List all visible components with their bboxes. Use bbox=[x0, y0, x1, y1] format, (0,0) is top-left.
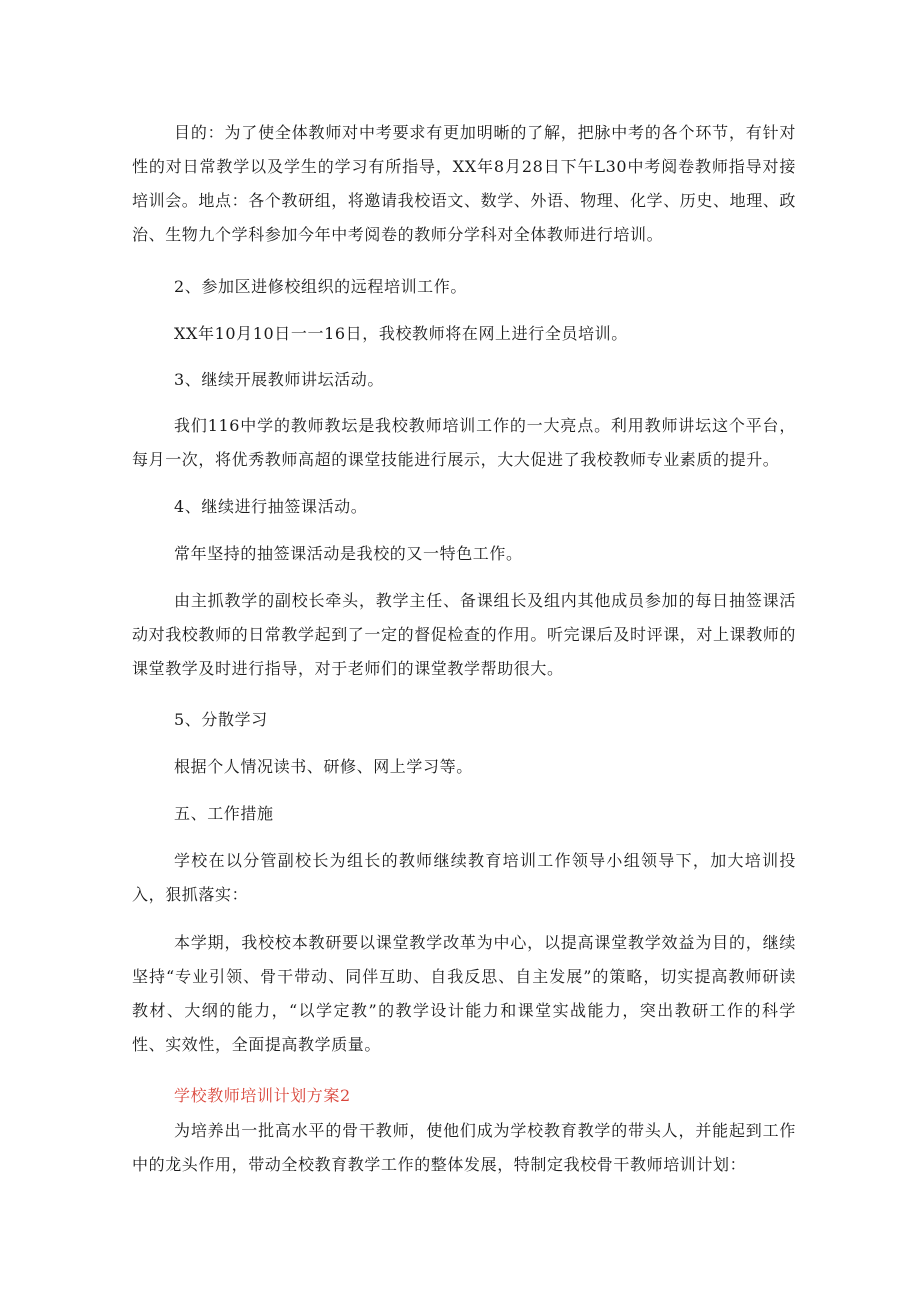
paragraph-purpose: 目的：为了使全体教师对中考要求有更加明晰的了解，把脉中考的各个环节，有针对性的对日常教学以及学生的学习有所指导，XX年8月28日下午L30中考阅卷教师指导对接培训会。地点：各个教研组，将邀请我校语文、数学、外语、物理、化学、历史、地理、政治、生物九个学科参加今年中考阅卷的教师分学科对全体教师进行培训。 bbox=[132, 123, 797, 244]
section-heading-measures: 五、工作措施 bbox=[174, 804, 274, 823]
paragraph-item-2: 2、参加区进修校组织的远程培训工作。 bbox=[174, 277, 467, 296]
paragraph-self-study: 根据个人情况读书、研修、网上学习等。 bbox=[174, 757, 473, 776]
paragraph-lottery-lesson-detail: 由主抓教学的副校长牵头，教学主任、备课组长及组内其他成员参加的每日抽签课活动对我校教师的日常教学起到了一定的督促检查的作用。听完课后及时评课，对上课教师的课堂教学及时进行指导，对于老师们的课堂教学帮助很大。 bbox=[132, 591, 797, 678]
plan-2-heading: 学校教师培训计划方案2 bbox=[174, 1086, 351, 1105]
paragraph-remote-training-date: XX年10月10日一一16日，我校教师将在网上进行全员培训。 bbox=[174, 324, 628, 343]
paragraph-teacher-forum: 我们116中学的教师教坛是我校教师培训工作的一大亮点。利用教师讲坛这个平台，每月一次，将优秀教师高超的课堂技能进行展示，大大促进了我校教师专业素质的提升。 bbox=[132, 416, 796, 469]
paragraph-item-5: 5、分散学习 bbox=[174, 710, 268, 729]
paragraph-measures-intro: 学校在以分管副校长为组长的教师继续教育培训工作领导小组领导下，加大培训投入，狠抓落实： bbox=[132, 851, 796, 904]
paragraph-backbone-teachers: 为培养出一批高水平的骨干教师，使他们成为学校教育教学的带头人，并能起到工作中的龙头作用，带动全校教育教学工作的整体发展，特制定我校骨干教师培训计划： bbox=[132, 1121, 796, 1174]
paragraph-lottery-lesson: 常年坚持的抽签课活动是我校的又一特色工作。 bbox=[174, 544, 523, 563]
paragraph-item-3: 3、继续开展教师讲坛活动。 bbox=[174, 370, 384, 389]
paragraph-semester-plan: 本学期，我校校本教研要以课堂教学改革为中心，以提高课堂教学效益为目的，继续坚持“专业引领、骨干带动、同伴互助、自我反思、自主发展”的策略，切实提高教师研读教材、大纲的能力，“以学定教”的教学设计能力和课堂实战能力，突出教研工作的科学性、实效性，全面提高教学质量。 bbox=[132, 933, 796, 1054]
paragraph-item-4: 4、继续进行抽签课活动。 bbox=[174, 497, 368, 516]
